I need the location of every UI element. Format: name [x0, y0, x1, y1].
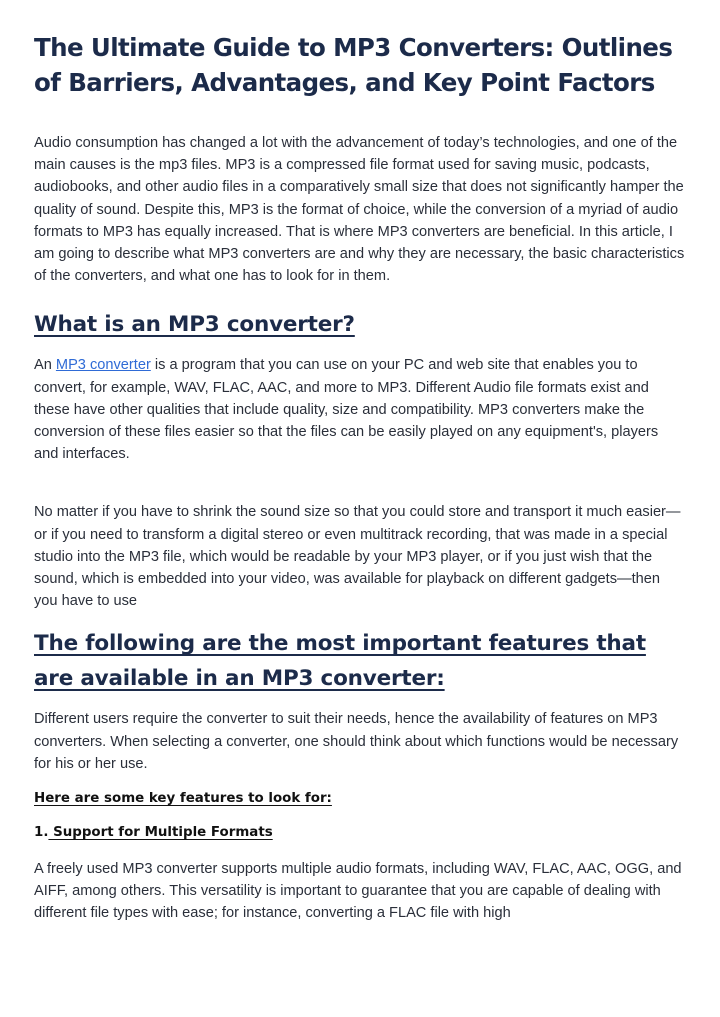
section-heading-what-is-text: What is an MP3 converter?: [34, 312, 355, 338]
what-is-paragraph: [34, 354, 686, 465]
section-heading-what-is: [34, 307, 686, 342]
section-heading-features: [34, 626, 686, 696]
intro-paragraph: Audio consumption has changed a lot with the advancement of today’s technologies, and one of the main causes is the mp3 files. MP3 is a compressed file format used for saving music, podcasts, audiobooks, and other audio files in a comparatively small size that does not significantly hamper the quality of sound. Despite this, MP3 is the format of choice, while the conversion of a myriad of audio formats to MP3 has equally increased. That is where MP3 converters are beneficial. In this article, I am going to describe what MP3 converters are and why they are necessary, the basic characteristics of the converters, and what one has to look for in them.: [34, 135, 685, 285]
feature-1-number: 1.: [34, 825, 49, 841]
section-heading-features-text: The following are the most important features that are available in an MP3 converter:: [34, 631, 646, 692]
what-is-rest: is a program that you can use on your PC and web site that enables you to convert, for example, WAV, FLAC, AAC, and more to MP3. Different Audio file formats exist and these have other qualities that include quality, size and compatibility. MP3 converters make the conversion of these files easier so that the files can be easily played on any equipment's, players and interfaces.: [34, 357, 659, 463]
page-title: The Ultimate Guide to MP3 Converters: Outlines of Barriers, Advantages, and Key Point Factors: [34, 33, 673, 97]
feature-1-title: Support for Multiple Formats: [48, 825, 273, 841]
feature-1-heading: [34, 825, 686, 840]
use-case-paragraph: No matter if you have to shrink the sound size so that you could store and transport it much easier—or if you need to transform a digital stereo or even multitrack recording, that was made in a special studio into the MP3 file, which would be readable by your MP3 player, or if you just wish that the sound, which is embedded into your video, was available for playback on different gadgets—then you have to use: [34, 504, 681, 610]
what-is-prefix: An: [34, 357, 56, 374]
key-features-heading: [34, 791, 686, 806]
key-features-heading-text: Here are some key features to look for:: [34, 791, 332, 807]
mp3-converter-link[interactable]: MP3 converter: [55, 357, 151, 374]
features-intro-paragraph: Different users require the converter to suit their needs, hence the availability of features on MP3 converters. When selecting a converter, one should think about which functions would be necessary for his or her use.: [34, 711, 679, 772]
feature-1-paragraph: A freely used MP3 converter supports multiple audio formats, including WAV, FLAC, AAC, OGG, and AIFF, among others. This versatility is important to guarantee that you are capable of dealing with different file types with ease; for instance, converting a FLAC file with high: [34, 861, 682, 922]
